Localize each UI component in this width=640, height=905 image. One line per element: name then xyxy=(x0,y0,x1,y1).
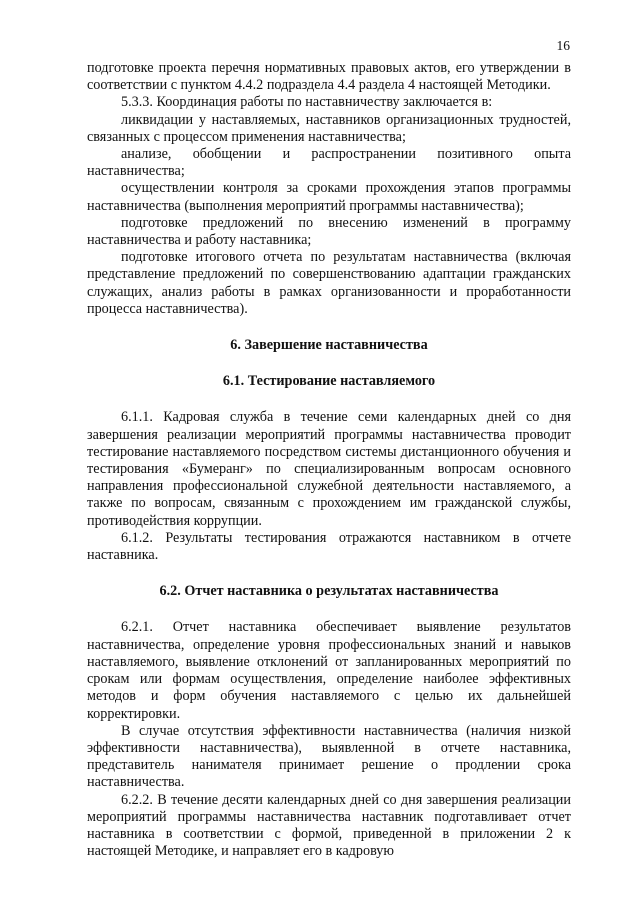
section-heading: 6. Завершение наставничества xyxy=(230,337,428,354)
paragraph: осуществлении контроля за сроками прохождения этапов программы наставничества (выполнения мероприятий программы наставничества); xyxy=(87,180,571,214)
paragraph: В случае отсутствия эффективности наставничества (наличия низкой эффективности наставничества), выявленной в отчете наставника, представитель нанимателя принимает решение о продлении срока наставничества. xyxy=(87,722,571,791)
paragraph: анализе, обобщении и распространении позитивного опыта наставничества; xyxy=(87,146,571,180)
paragraph: 6.2.1. Отчет наставника обеспечивает выявление результатов наставничества, определение уровня профессиональных знаний и навыков наставляемого, выявление отклонений от запланированных мероприятий по срокам или формам осуществления, определение наиболее эффективных методов и форм обучения наставляемого с целью их дальнейшей корректировки. xyxy=(87,619,571,722)
paragraph: 6.1.1. Кадровая служба в течение семи календарных дней со дня завершения реализации мероприятий программы наставничества проводит тестирование наставляемого посредством системы дистанционного обучения и тестирования «Бумеранг» по специализированным вопросам основного направления профессиональной служебной деятельности наставляемого, а также по вопросам, связанным с прохождением им гражданской службы, противодействия коррупции. xyxy=(87,409,571,529)
paragraph: 6.2.2. В течение десяти календарных дней со дня завершения реализации мероприятий программы наставничества наставник подготавливает отчет наставника в соответствии с формой, приведенной в приложении 2 к настоящей Методике, и направляет его в кадровую xyxy=(87,791,571,860)
document-body xyxy=(87,60,571,860)
paragraph: подготовке предложений по внесению изменений в программу наставничества и работу наставника; xyxy=(87,214,571,249)
paragraph: ликвидации у наставляемых, наставников организационных трудностей, связанных с процессом применения наставничества; xyxy=(87,111,571,145)
paragraph: подготовке проекта перечня нормативных правовых актов, его утверждении в соответствии с пунктом 4.4.2 подраздела 4.4 раздела 4 настоящей Методики. xyxy=(87,60,571,94)
paragraph: 5.3.3. Координация работы по наставничеству заключается в: xyxy=(121,94,493,111)
section-heading: 6.1. Тестирование наставляемого xyxy=(222,373,436,390)
paragraph: подготовке итогового отчета по результатам наставничества (включая представление предложений по совершенствованию адаптации гражданских служащих, анализ работы в рамках организованности и проработанности процесса наставничества). xyxy=(87,249,571,317)
paragraph: 6.1.2. Результаты тестирования отражаются наставником в отчете наставника. xyxy=(87,529,571,564)
page-number: 16 xyxy=(556,38,570,53)
section-heading: 6.2. Отчет наставника о результатах наставничества xyxy=(159,583,499,600)
